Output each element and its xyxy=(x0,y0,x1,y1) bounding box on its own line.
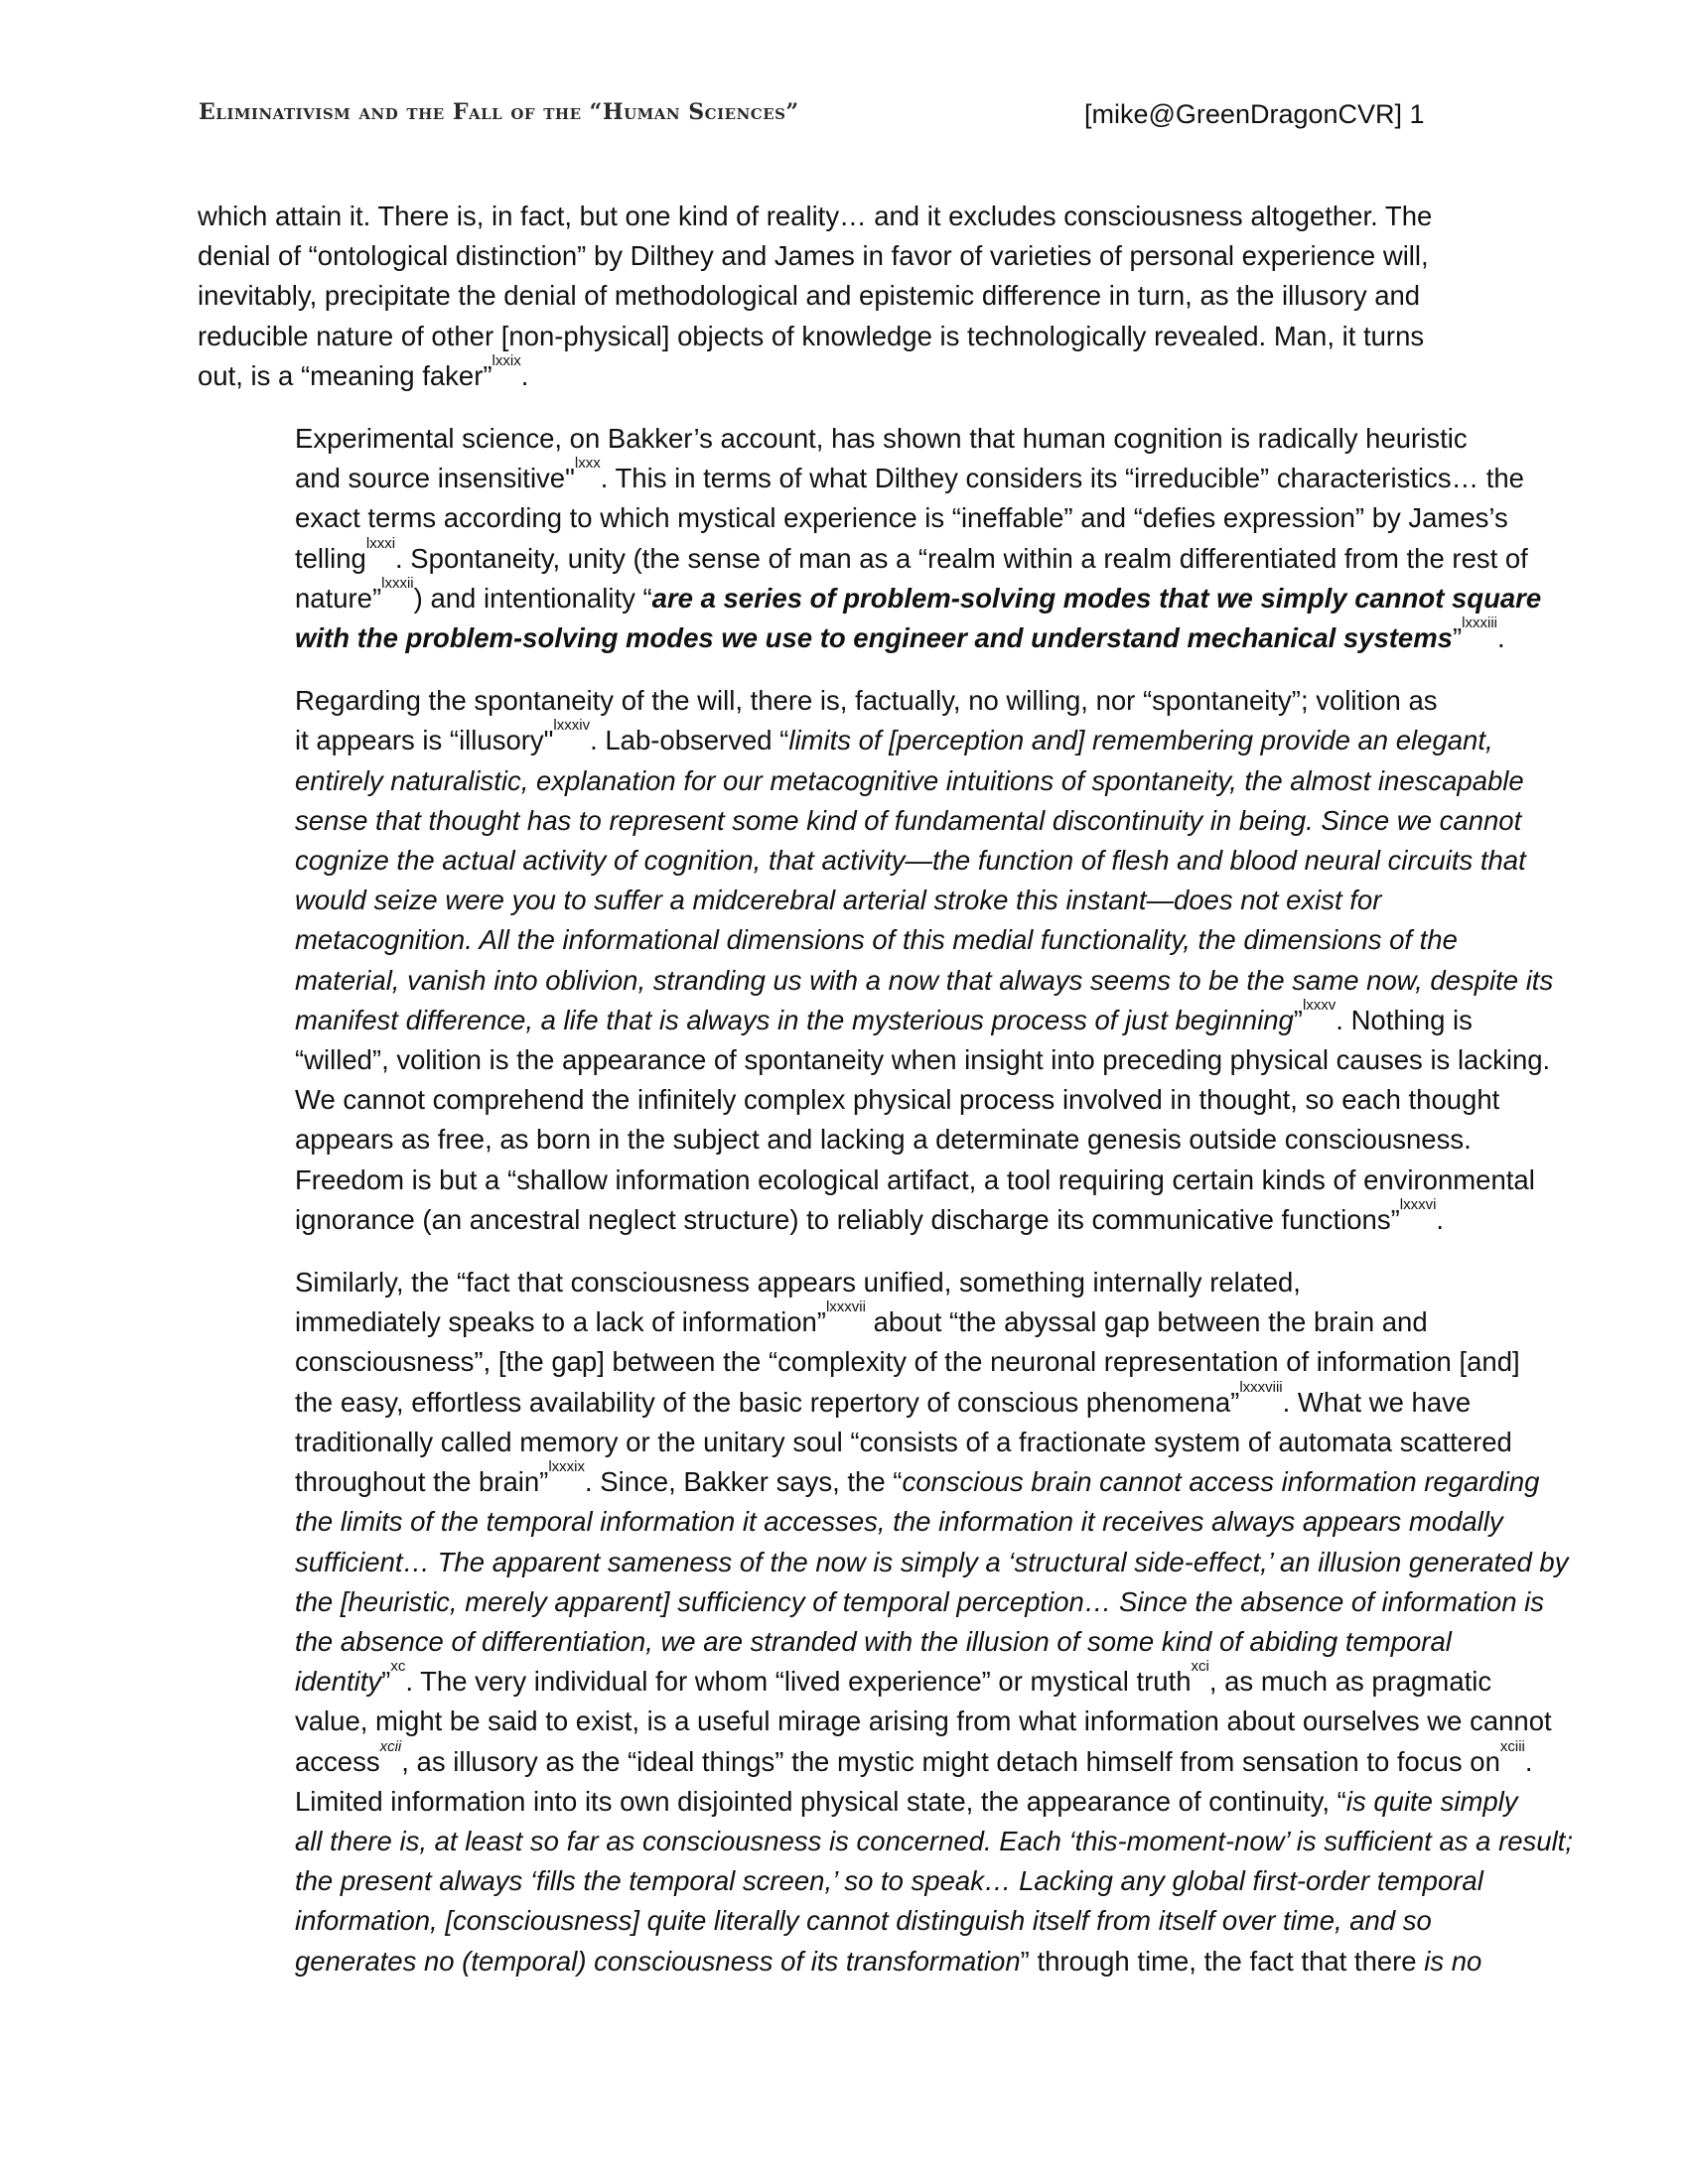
endnote-marker: lxxix xyxy=(492,351,521,369)
text-line xyxy=(198,1080,1498,1120)
text-run: Freedom is but a “shallow information ecological artifact, a tool requiring certain kinds of environmental xyxy=(295,1163,1535,1195)
endnote-marker: lxxxix xyxy=(548,1458,585,1476)
bold-italic-run xyxy=(295,622,1453,653)
italic-quote: manifest difference, a life that is always in the mysterious process of just beginning xyxy=(295,1004,1294,1035)
italic-quote: limits of [perception and] remembering provide an elegant, xyxy=(788,725,1493,756)
text-line xyxy=(198,1160,1535,1200)
text-line xyxy=(198,1942,1498,1981)
text-run: . Nothing is xyxy=(1336,1004,1473,1035)
text-line xyxy=(198,1658,1498,1702)
italic-quote: identity xyxy=(295,1666,382,1698)
text-run: . Since, Bakker says, the “ xyxy=(585,1466,903,1498)
italic-quote: the present always ‘fills the temporal screen,’ so to speak… Lacking any global first-order temporal xyxy=(295,1865,1483,1897)
italic-quote: material, vanish into oblivion, stranding us with a now that always seems to be the same now, despite its xyxy=(295,964,1554,996)
text-run: throughout the brain” xyxy=(295,1466,549,1498)
text-line xyxy=(198,534,1528,579)
endnote-marker: lxxxvi xyxy=(1399,1195,1437,1213)
text-line xyxy=(198,1901,1498,1941)
text-line xyxy=(198,920,1498,960)
text-line xyxy=(198,1622,1498,1662)
text-run: . What we have xyxy=(1282,1386,1472,1418)
italic-quote: information, [consciousness] quite literally cannot distinguish itself from itself over time, and so xyxy=(295,1905,1432,1937)
text-run: Experimental science, on Bakker’s account, has shown that human cognition is radically heuristic xyxy=(295,423,1468,455)
text-line xyxy=(198,574,1542,618)
endnote-marker: lxxxv xyxy=(1302,996,1337,1014)
body-text xyxy=(198,197,1573,2004)
text-line xyxy=(198,1861,1498,1901)
endnote-marker: lxxxiii xyxy=(1462,614,1497,632)
text-line xyxy=(198,961,1554,1001)
text-line xyxy=(198,1298,1498,1342)
text-line xyxy=(198,419,1498,459)
italic-quote: is no xyxy=(1424,1945,1482,1977)
text-run: . xyxy=(1436,1203,1445,1235)
italic-quote: the absence of differentiation, we are stranded with the illusion of some kind of abiding temporal xyxy=(295,1625,1452,1657)
endnote-marker: lxxxii xyxy=(381,574,414,592)
endnote-marker: lxxx xyxy=(574,455,601,473)
italic-quote: the limits of the temporal information it accesses, the information it receives always appears modally xyxy=(295,1506,1503,1538)
text-line xyxy=(198,1582,1545,1622)
text-run: ” through time, the fact that there xyxy=(1020,1945,1425,1977)
text-line xyxy=(198,841,1526,881)
paragraph-2 xyxy=(198,419,1542,658)
paragraph-3 xyxy=(198,681,1554,1240)
text-run: and source insensitive" xyxy=(295,463,575,494)
italic-quote: would seize were you to suffer a midcerebral arterial stroke this instant—does not exist for xyxy=(295,885,1382,916)
italic-quote: entirely naturalistic, explanation for our metacognitive intuitions of spontaneity, the almost inescapable xyxy=(295,764,1524,796)
text-run: out, is a “meaning faker” xyxy=(198,359,493,391)
paragraph-4 xyxy=(198,1263,1573,1981)
text-run: . The very individual for whom “lived experience” or mystical truth xyxy=(405,1666,1192,1698)
italic-quote: cognize the actual activity of cognition, that activity—the function of flesh and blood neural circuits that xyxy=(295,845,1526,877)
text-line xyxy=(198,1195,1498,1240)
text-line xyxy=(198,1543,1569,1582)
endnote-marker: xcii xyxy=(379,1737,402,1755)
text-line xyxy=(198,455,1524,498)
text-line xyxy=(198,681,1498,721)
text-run: the easy, effortless availability of the basic repertory of conscious phenomena” xyxy=(295,1386,1240,1418)
text-run: nature” xyxy=(295,582,382,614)
text-run: . xyxy=(520,359,529,391)
text-line xyxy=(198,761,1524,801)
text-line xyxy=(198,236,1498,276)
text-line xyxy=(198,317,1498,356)
text-run: exact terms according to which mystical experience is “ineffable” and “defies expression” by James’s xyxy=(295,502,1508,534)
text-line xyxy=(198,1263,1498,1302)
italic-quote: sense that thought has to represent some kind of fundamental discontinuity in being. Since we cannot xyxy=(295,804,1522,836)
text-run: . xyxy=(1524,1745,1533,1777)
text-line xyxy=(198,1782,1518,1822)
endnote-marker: lxxxi xyxy=(365,534,396,552)
text-run: ” xyxy=(381,1666,391,1698)
text-run: . xyxy=(1497,622,1505,654)
italic-quote: all there is, at least so far as consciousness is concerned. Each ‘this-moment-now’ is sufficient as a result; xyxy=(295,1825,1573,1856)
italic-quote: the [heuristic, merely apparent] sufficiency of temporal perception… Since the absence of information is xyxy=(295,1585,1545,1617)
text-run: which attain it. There is, in fact, but one kind of reality… and it excludes consciousness altogether. The xyxy=(198,201,1433,231)
bold-italic-quote: are a series of problem-solving modes that we simply cannot square xyxy=(651,582,1542,614)
text-line xyxy=(198,717,1498,760)
bold-italic-quote: with the problem-solving modes we use to engineer and understand mechanical systems xyxy=(295,622,1453,654)
text-run: immediately speaks to a lack of information” xyxy=(295,1306,826,1338)
text-line xyxy=(198,498,1508,538)
text-run: Regarding the spontaneity of the will, there is, factually, no willing, nor “spontaneity”; volition as xyxy=(295,685,1438,717)
text-line xyxy=(198,1822,1573,1861)
text-run: Limited information into its own disjointed physical state, the appearance of continuity, “ xyxy=(295,1785,1346,1817)
text-run: “willed”, volition is the appearance of spontaneity when insight into preceding physical causes is lacking. xyxy=(295,1044,1551,1076)
text-line xyxy=(198,197,1498,236)
text-run: . This in terms of what Dilthey considers its “irreducible” characteristics… the xyxy=(600,463,1524,494)
text-run: access xyxy=(295,1745,380,1777)
text-line xyxy=(198,276,1498,316)
endnote-marker: xci xyxy=(1191,1658,1209,1676)
endnote-marker: lxxxiv xyxy=(553,717,591,735)
text-line xyxy=(198,881,1498,920)
endnote-marker: xciii xyxy=(1499,1737,1525,1755)
text-line xyxy=(198,801,1522,841)
text-run: Similarly, the “fact that consciousness appears unified, something internally related, xyxy=(295,1267,1301,1298)
text-run: ” xyxy=(1293,1004,1303,1035)
text-line xyxy=(198,1423,1512,1462)
endnote-marker: lxxxviii xyxy=(1239,1378,1283,1396)
text-run: inevitably, precipitate the denial of methodological and epistemic difference in turn, as the illusory and xyxy=(198,280,1421,312)
text-run: We cannot comprehend the infinitely complex physical process involved in thought, so each thought xyxy=(295,1084,1500,1116)
running-header-title: Eliminativism and the Fall of the “Human Sciences” xyxy=(199,99,799,125)
text-line xyxy=(198,1458,1540,1502)
text-run: ) and intentionality “ xyxy=(413,582,652,614)
bold-italic-run xyxy=(652,583,1542,614)
text-run: ignorance (an ancestral neglect structure) to reliably discharge its communicative functions” xyxy=(295,1203,1400,1235)
text-run: denial of “ontological distinction” by Dilthey and James in favor of varieties of personal experience will, xyxy=(198,240,1429,272)
text-run: telling xyxy=(295,542,366,574)
text-line xyxy=(198,1120,1498,1160)
text-run: , as much as pragmatic xyxy=(1208,1666,1492,1698)
text-line xyxy=(198,1702,1552,1741)
text-run: value, might be said to exist, is a useful mirage arising from what information about ourselves we cannot xyxy=(295,1706,1552,1737)
text-run: reducible nature of other [non-physical] objects of knowledge is technologically revealed. Man, it turns xyxy=(198,320,1425,351)
text-run: traditionally called memory or the unitary soul “consists of a fractionate system of automata scattered xyxy=(295,1426,1512,1457)
text-run: . Lab-observed “ xyxy=(590,725,789,756)
text-line xyxy=(198,614,1505,658)
text-run: , as illusory as the “ideal things” the mystic might detach himself from sensation to focus on xyxy=(401,1745,1500,1777)
text-run: it appears is “illusory" xyxy=(295,725,554,756)
paragraph-1 xyxy=(198,197,1498,396)
italic-quote: sufficient… The apparent sameness of the now is simply a ‘structural side-effect,’ an illusion generated by xyxy=(295,1546,1569,1577)
text-line xyxy=(198,1502,1503,1542)
text-run: ” xyxy=(1452,622,1463,654)
endnote-marker: xc xyxy=(390,1658,406,1676)
endnote-marker: lxxxvii xyxy=(825,1298,866,1316)
italic-quote: metacognition. All the informational dimensions of this medial functionality, the dimensions of the xyxy=(295,924,1458,956)
text-run: appears as free, as born in the subject and lacking a determinate genesis outside consciousness. xyxy=(295,1124,1472,1156)
text-line xyxy=(198,1378,1498,1423)
italic-quote: conscious brain cannot access information regarding xyxy=(902,1466,1540,1498)
text-line xyxy=(198,1342,1520,1382)
text-line xyxy=(198,351,1498,396)
italic-quote: is quite simply xyxy=(1345,1785,1518,1817)
text-line xyxy=(198,996,1498,1040)
text-run: about “the abyssal gap between the brain and xyxy=(865,1306,1428,1338)
text-run: consciousness”, [the gap] between the “complexity of the neuronal representation of information [and] xyxy=(295,1346,1520,1378)
text-line xyxy=(198,1040,1551,1080)
text-run: . Spontaneity, unity (the sense of man as a “realm within a realm differentiated from the rest of xyxy=(395,542,1528,574)
italic-quote: generates no (temporal) consciousness of its transformation xyxy=(295,1945,1021,1977)
text-line xyxy=(198,1737,1533,1782)
running-header-page-id: [mike@GreenDragonCVR] 1 xyxy=(1084,99,1425,129)
